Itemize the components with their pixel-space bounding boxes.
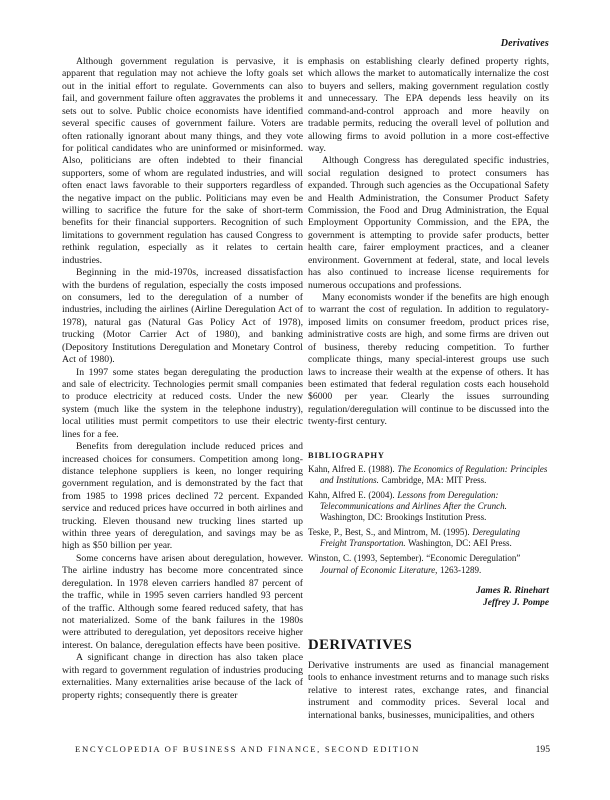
paragraph: Some concerns have arisen about deregulation, however. The airline industry has become more concentrated since deregulation. In 1978 eleven carriers handled 87 percent of the traffic, while in 1995 seven carriers handled 93 percent of the traffic. Although some feared reduced safety, that has not materialized. Some of the bank failures in the 1980s were attributed to deregulation, yet depositors receive higher interest. On balance, deregulation effects have been positive.	[62, 552, 303, 651]
paragraph: In 1997 some states began deregulating the production and sale of electricity. Technologies permit small companies to produce electricity at reduced costs. Under the new system (much like the system in the telephone industry), local utilities must permit competitors to use their electric lines for a fee.	[62, 366, 303, 440]
author-name: Jeffrey J. Pompe	[483, 598, 549, 609]
author-byline-block	[308, 585, 549, 610]
paragraph: Although Congress has deregulated specific industries, social regulation designed to protect consumers has expanded. Through such agencies as the Occupational Safety and Health Administration, the Consumer Product Safety Commission, the Food and Drug Administration, the Equal Employment Opportunity Commission, and the EPA, the government is attempting to provide safer products, better health care, fairer employment practices, and a cleaner environment. Government at federal, state, and local levels has also continued to increase license requirements for numerous occupations and professions.	[308, 155, 549, 291]
bibliography-entry: Kahn, Alfred E. (2004). Lessons from Deregulation: Telecommunications and Airlines After the Crunch. Washington, DC: Brookings Institution Press.	[308, 489, 507, 523]
paragraph: Many economists wonder if the benefits are high enough to warrant the cost of regulation. In addition to regulatory-imposed limits on consumer freedom, product prices rise, administrative costs are high, and some firms are driven out of business, thereby reducing competition. To further complicate things, many special-interest groups use such laws to increase their wealth at the expense of others. It has been estimated that federal regulation costs each household $6000 per year. Clearly the issues surrounding regulation/deregulation will continue to be discussed into the twenty-first century.	[308, 292, 549, 428]
footer-title: ENCYCLOPEDIA OF BUSINESS AND FINANCE, SECOND EDITION	[75, 744, 421, 754]
paragraph: Derivative instruments are used as financial management tools to enhance investment returns and to manage such risks relative to interest rates, exchange rates, and financial instrument and commodity prices. Several local and international banks, businesses, municipalities, and others	[308, 659, 549, 721]
author-name: James R. Rinehart	[476, 585, 549, 596]
bibliography-entry: Winston, C. (1993, September). “Economic Deregulation” Journal of Economic Literature, 1263-1289.	[308, 553, 521, 575]
right-text-column	[308, 56, 549, 722]
page-number: 195	[535, 744, 550, 755]
page-footer	[62, 744, 550, 755]
bibliography-entry: Teske, P., Best, S., and Mintrom, M. (1995). Deregulating Freight Transportation. Washington, DC: AEI Press.	[308, 527, 520, 549]
bibliography-entry: Kahn, Alfred E. (1988). The Economics of Regulation: Principles and Institutions. Cambridge, MA: MIT Press.	[308, 463, 548, 485]
paragraph: Benefits from deregulation include reduced prices and increased choices for consumers. Competition among long-distance telephone suppliers is keen, no longer requiring government regulation, and is demonstrated by the fact that from 1985 to 1998 prices declined 72 percent. Expanded service and reduced prices have occurred in both airlines and trucking. Eleven thousand new trucking lines started up within three years of deregulation, and savings may be as high as $50 billion per year.	[62, 441, 303, 552]
left-text-column	[62, 56, 303, 702]
article-heading: DERIVATIVES	[308, 636, 413, 653]
paragraph: Although government regulation is pervasive, it is apparent that regulation may not achieve the lofty goals set out in the initial effort to regulate. Governments can also fail, and government failure often aggravates the problems it sets out to solve. Public choice economists have identified several specific causes of government failure. Voters are often rationally ignorant about many things, and they vote for political candidates who are uninformed or misinformed. Also, politicians are often indebted to their financial supporters, some of whom are regulated industries, and will often enact laws favorable to their supporters regardless of the negative impact on the public. Politicians may even be willing to sacrifice the future for the sake of short-term benefits for their financial supporters. Recognition of such limitations to government regulation has caused Congress to rethink regulation, especially as it relates to certain industries.	[62, 56, 303, 266]
paragraph: emphasis on establishing clearly defined property rights, which allows the market to automatically internalize the cost to buyers and sellers, making government regulation costly and unnecessary. The EPA depends less heavily on its command-and-control approach and more heavily on tradable permits, reducing the overall level of pollution and allowing firms to avoid pollution in a more cost-effective way.	[308, 56, 549, 154]
paragraph: A significant change in direction has also taken place with regard to government regulation of industries producing externalities. Many externalities arise because of the lack of property rights; consequently there is greater	[62, 652, 303, 701]
running-header: Derivatives	[500, 38, 549, 49]
paragraph: Beginning in the mid-1970s, increased dissatisfaction with the burdens of regulation, especially the costs imposed on consumers, led to the deregulation of a number of industries, including the airlines (Airline Deregulation Act of 1978), natural gas (Natural Gas Policy Act of 1978), trucking (Motor Carrier Act of 1980), and banking (Depository Institutions Deregulation and Monetary Control Act of 1980).	[62, 267, 303, 366]
bibliography-section	[308, 451, 549, 576]
bibliography-heading: BIBLIOGRAPHY	[308, 450, 385, 460]
